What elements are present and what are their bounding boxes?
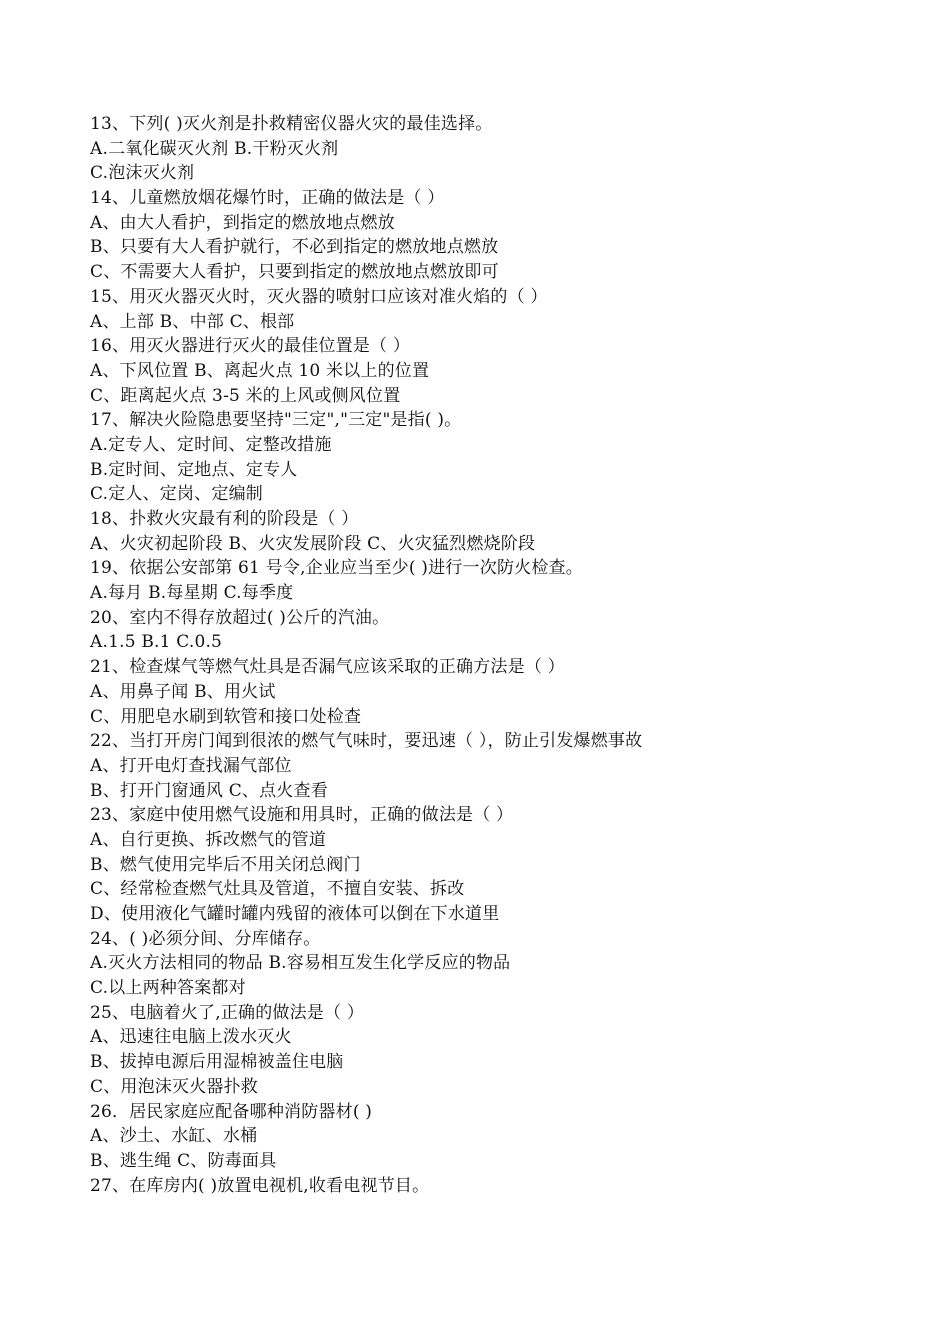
option-line: B、打开门窗通风 C、点火查看 [90, 780, 328, 801]
option-line: B、拔掉电源后用湿棉被盖住电脑 [90, 1052, 344, 1073]
option-line: A、由大人看护，到指定的燃放地点燃放 [90, 212, 395, 233]
question-14: 14、儿童燃放烟花爆竹时，正确的做法是（ ） [90, 188, 445, 209]
option-line: D、使用液化气罐时罐内残留的液体可以倒在下水道里 [90, 904, 500, 924]
option-line: A.每月 B.每星期 C.每季度 [90, 583, 294, 604]
option-line: A.二氧化碳灭火剂 B.干粉灭火剂 [90, 138, 339, 159]
question-22: 22、当打开房门闻到很浓的燃气气味时，要迅速（ ），防止引发爆燃事故 [90, 731, 643, 752]
question-27: 27、在库房内( )放置电视机,收看电视节目。 [90, 1175, 430, 1196]
option-line: C.泡沫灭火剂 [90, 163, 195, 184]
option-line: B.定时间、定地点、定专人 [90, 459, 298, 480]
option-line: A、打开电灯查找漏气部位 [90, 755, 292, 776]
option-line: B、燃气使用完毕后不用关闭总阀门 [90, 854, 361, 875]
option-line: C.定人、定岗、定编制 [90, 484, 264, 505]
option-line: B、只要有大人看护就行，不必到指定的燃放地点燃放 [90, 237, 499, 258]
option-line: A、上部 B、中部 C、根部 [90, 311, 295, 332]
option-line: A、自行更换、拆改燃气的管道 [90, 829, 327, 850]
option-line: C、用肥皂水刷到软管和接口处检查 [90, 706, 362, 727]
question-23: 23、家庭中使用燃气设施和用具时，正确的做法是（ ） [90, 805, 514, 826]
option-line: A、迅速往电脑上泼水灭火 [90, 1027, 292, 1048]
option-line: A.灭火方法相同的物品 B.容易相互发生化学反应的物品 [90, 953, 511, 974]
question-15: 15、用灭火器灭火时，灭火器的喷射口应该对准火焰的（ ） [90, 286, 548, 307]
option-line: C、距离起火点 3-5 米的上风或侧风位置 [90, 385, 401, 406]
question-16: 16、用灭火器进行灭火的最佳位置是（ ） [90, 336, 411, 357]
question-13: 13、下列( )灭火剂是扑救精密仪器火灾的最佳选择。 [90, 114, 493, 134]
option-line: A、沙土、水缸、水桶 [90, 1126, 258, 1147]
question-24: 24、( )必须分间、分库储存。 [90, 928, 321, 949]
option-line: C、用泡沫灭火器扑救 [90, 1076, 259, 1097]
option-line: A、火灾初起阶段 B、火灾发展阶段 C、火灾猛烈燃烧阶段 [90, 533, 536, 554]
question-17: 17、解决火险隐患要坚持"三定","三定"是指( )。 [90, 410, 462, 431]
question-18: 18、扑救火灾最有利的阶段是（ ） [90, 509, 359, 529]
question-20: 20、室内不得存放超过( )公斤的汽油。 [90, 607, 390, 628]
question-19: 19、依据公安部第 61 号令,企业应当至少( )进行一次防火检查。 [90, 558, 583, 579]
question-21: 21、检查煤气等燃气灶具是否漏气应该采取的正确方法是（ ） [90, 657, 565, 678]
option-line: B、逃生绳 C、防毒面具 [90, 1150, 277, 1171]
option-line: A、下风位置 B、离起火点 10 米以上的位置 [90, 360, 430, 381]
option-line: C、不需要大人看护，只要到指定的燃放地点燃放即可 [90, 262, 499, 283]
option-line: A.定专人、定时间、定整改措施 [90, 434, 332, 455]
option-line: A、用鼻子闻 B、用火试 [90, 681, 276, 702]
option-line: C.以上两种答案都对 [90, 978, 246, 999]
question-25: 25、电脑着火了,正确的做法是（ ） [90, 1002, 365, 1023]
question-text-block [90, 112, 890, 1198]
question-26: 26．居民家庭应配备哪种消防器材( ) [90, 1101, 373, 1122]
option-line: C、经常检查燃气灶具及管道，不擅自安装、拆改 [90, 879, 465, 900]
option-line: A.1.5 B.1 C.0.5 [90, 632, 223, 653]
